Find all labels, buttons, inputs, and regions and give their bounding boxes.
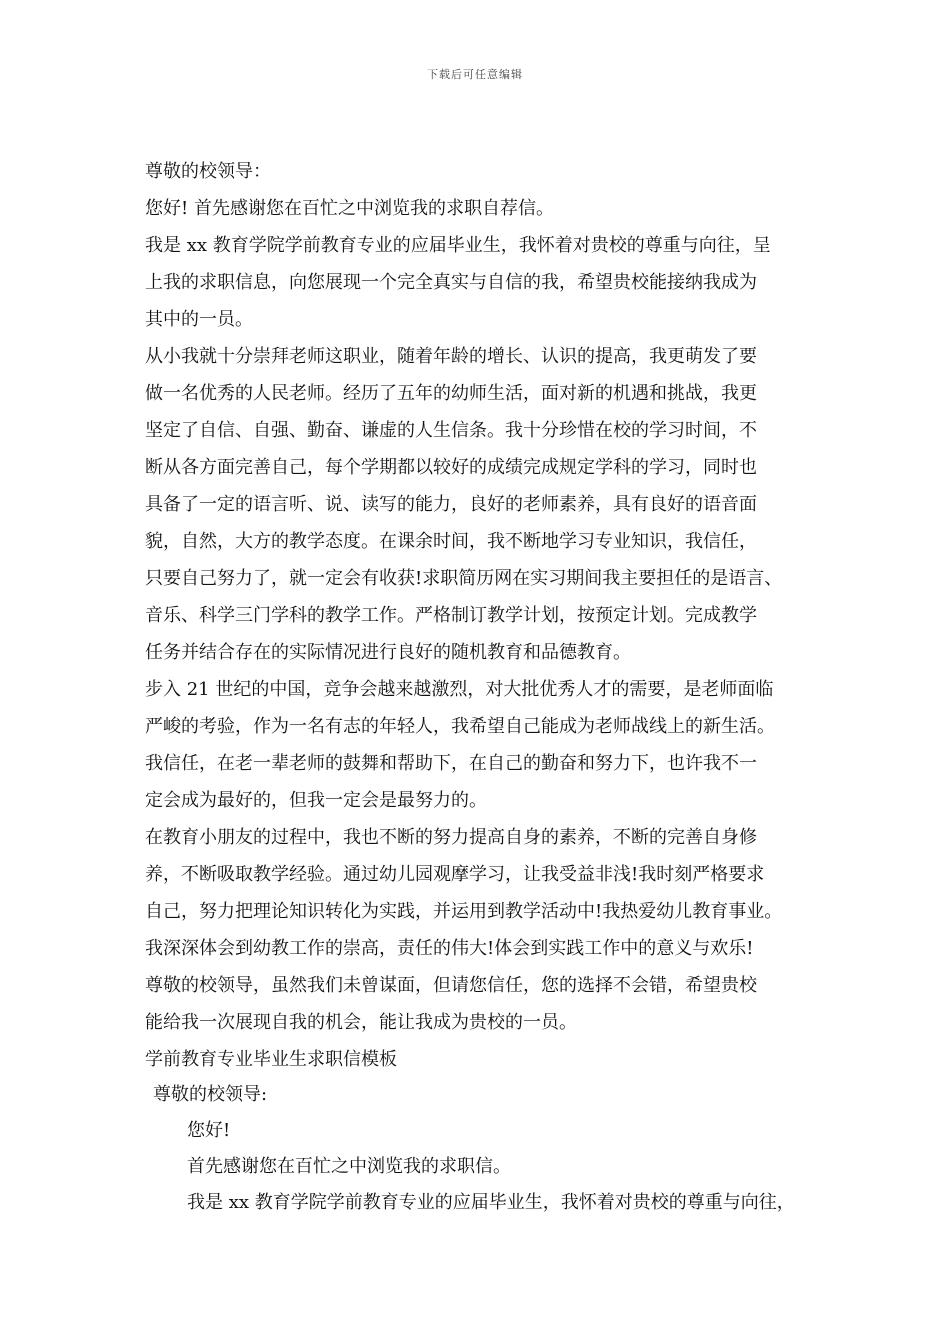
- body-line: 任务并结合存在的实际情况进行良好的随机教育和品德教育。: [145, 642, 631, 663]
- body-line: 严峻的考验，作为一名有志的年轻人，我希望自己能成为老师战线上的新生活。: [145, 716, 775, 737]
- body-line: 做一名优秀的人民老师。经历了五年的幼师生活，面对新的机遇和挑战，我更: [145, 383, 757, 404]
- template-salutation: 尊敬的校领导:: [153, 1084, 268, 1105]
- body-line: 上我的求职信息，向您展现一个完全真实与自信的我，希望贵校能接纳我成为: [145, 272, 757, 293]
- body-line: 其中的一员。: [145, 309, 253, 330]
- template-line: 首先感谢您在百忙之中浏览我的求职信。: [187, 1156, 511, 1177]
- body-line: 坚定了自信、自强、勤奋、谦虚的人生信条。我十分珍惜在校的学习时间，不: [145, 420, 757, 441]
- body-line: 在教育小朋友的过程中，我也不断的努力提高自身的素养，不断的完善自身修: [145, 827, 757, 848]
- body-line: 我是 xx 教育学院学前教育专业的应届毕业生，我怀着对贵校的尊重与向往，呈: [145, 235, 771, 256]
- template-title: 学前教育专业毕业生求职信模板: [145, 1049, 397, 1070]
- body-line: 尊敬的校领导，虽然我们未曾谋面，但请您信任，您的选择不会错，希望贵校: [145, 975, 757, 996]
- salutation: 尊敬的校领导：: [145, 161, 271, 182]
- body-line: 养，不断吸取教学经验。通过幼儿园观摩学习，让我受益非浅!我时刻严格要求: [145, 864, 765, 885]
- body-line: 我深深体会到幼教工作的崇高，责任的伟大!体会到实践工作中的意义与欢乐!: [145, 938, 754, 959]
- body-line: 步入 21 世纪的中国，竞争会越来越激烈，对大批优秀人才的需要，是老师面临: [145, 679, 774, 700]
- body-line: 具备了一定的语言听、说、读写的能力，良好的老师素养，具有良好的语音面: [145, 494, 757, 515]
- body-line: 我信任，在老一辈老师的鼓舞和帮助下，在自己的勤奋和努力下，也许我不一: [145, 753, 757, 774]
- body-line: 从小我就十分崇拜老师这职业，随着年龄的增长、认识的提高，我更萌发了要: [145, 346, 757, 367]
- template-line: 我是 xx 教育学院学前教育专业的应届毕业生，我怀着对贵校的尊重与向往，: [187, 1192, 795, 1213]
- body-line: 断从各方面完善自己，每个学期都以较好的成绩完成规定学科的学习，同时也: [145, 457, 757, 478]
- body-line: 只要自己努力了，就一定会有收获!求职简历网在实习期间我主要担任的是语言、: [145, 568, 783, 589]
- body-line: 貌，自然，大方的教学态度。在课余时间，我不断地学习专业知识，我信任，: [145, 531, 757, 552]
- body-line: 自己，努力把理论知识转化为实践，并运用到教学活动中!我热爱幼儿教育事业。: [145, 901, 783, 922]
- body-line: 能给我一次展现自我的机会，能让我成为贵校的一员。: [145, 1012, 577, 1033]
- page-header: 下载后可任意编辑: [427, 68, 523, 81]
- template-line: 您好!: [187, 1120, 231, 1141]
- body-line: 音乐、科学三门学科的教学工作。严格制订教学计划，按预定计划。完成教学: [145, 605, 757, 626]
- body-line: 您好! 首先感谢您在百忙之中浏览我的求职自荐信。: [145, 198, 554, 219]
- body-line: 定会成为最好的，但我一定会是最努力的。: [145, 790, 487, 811]
